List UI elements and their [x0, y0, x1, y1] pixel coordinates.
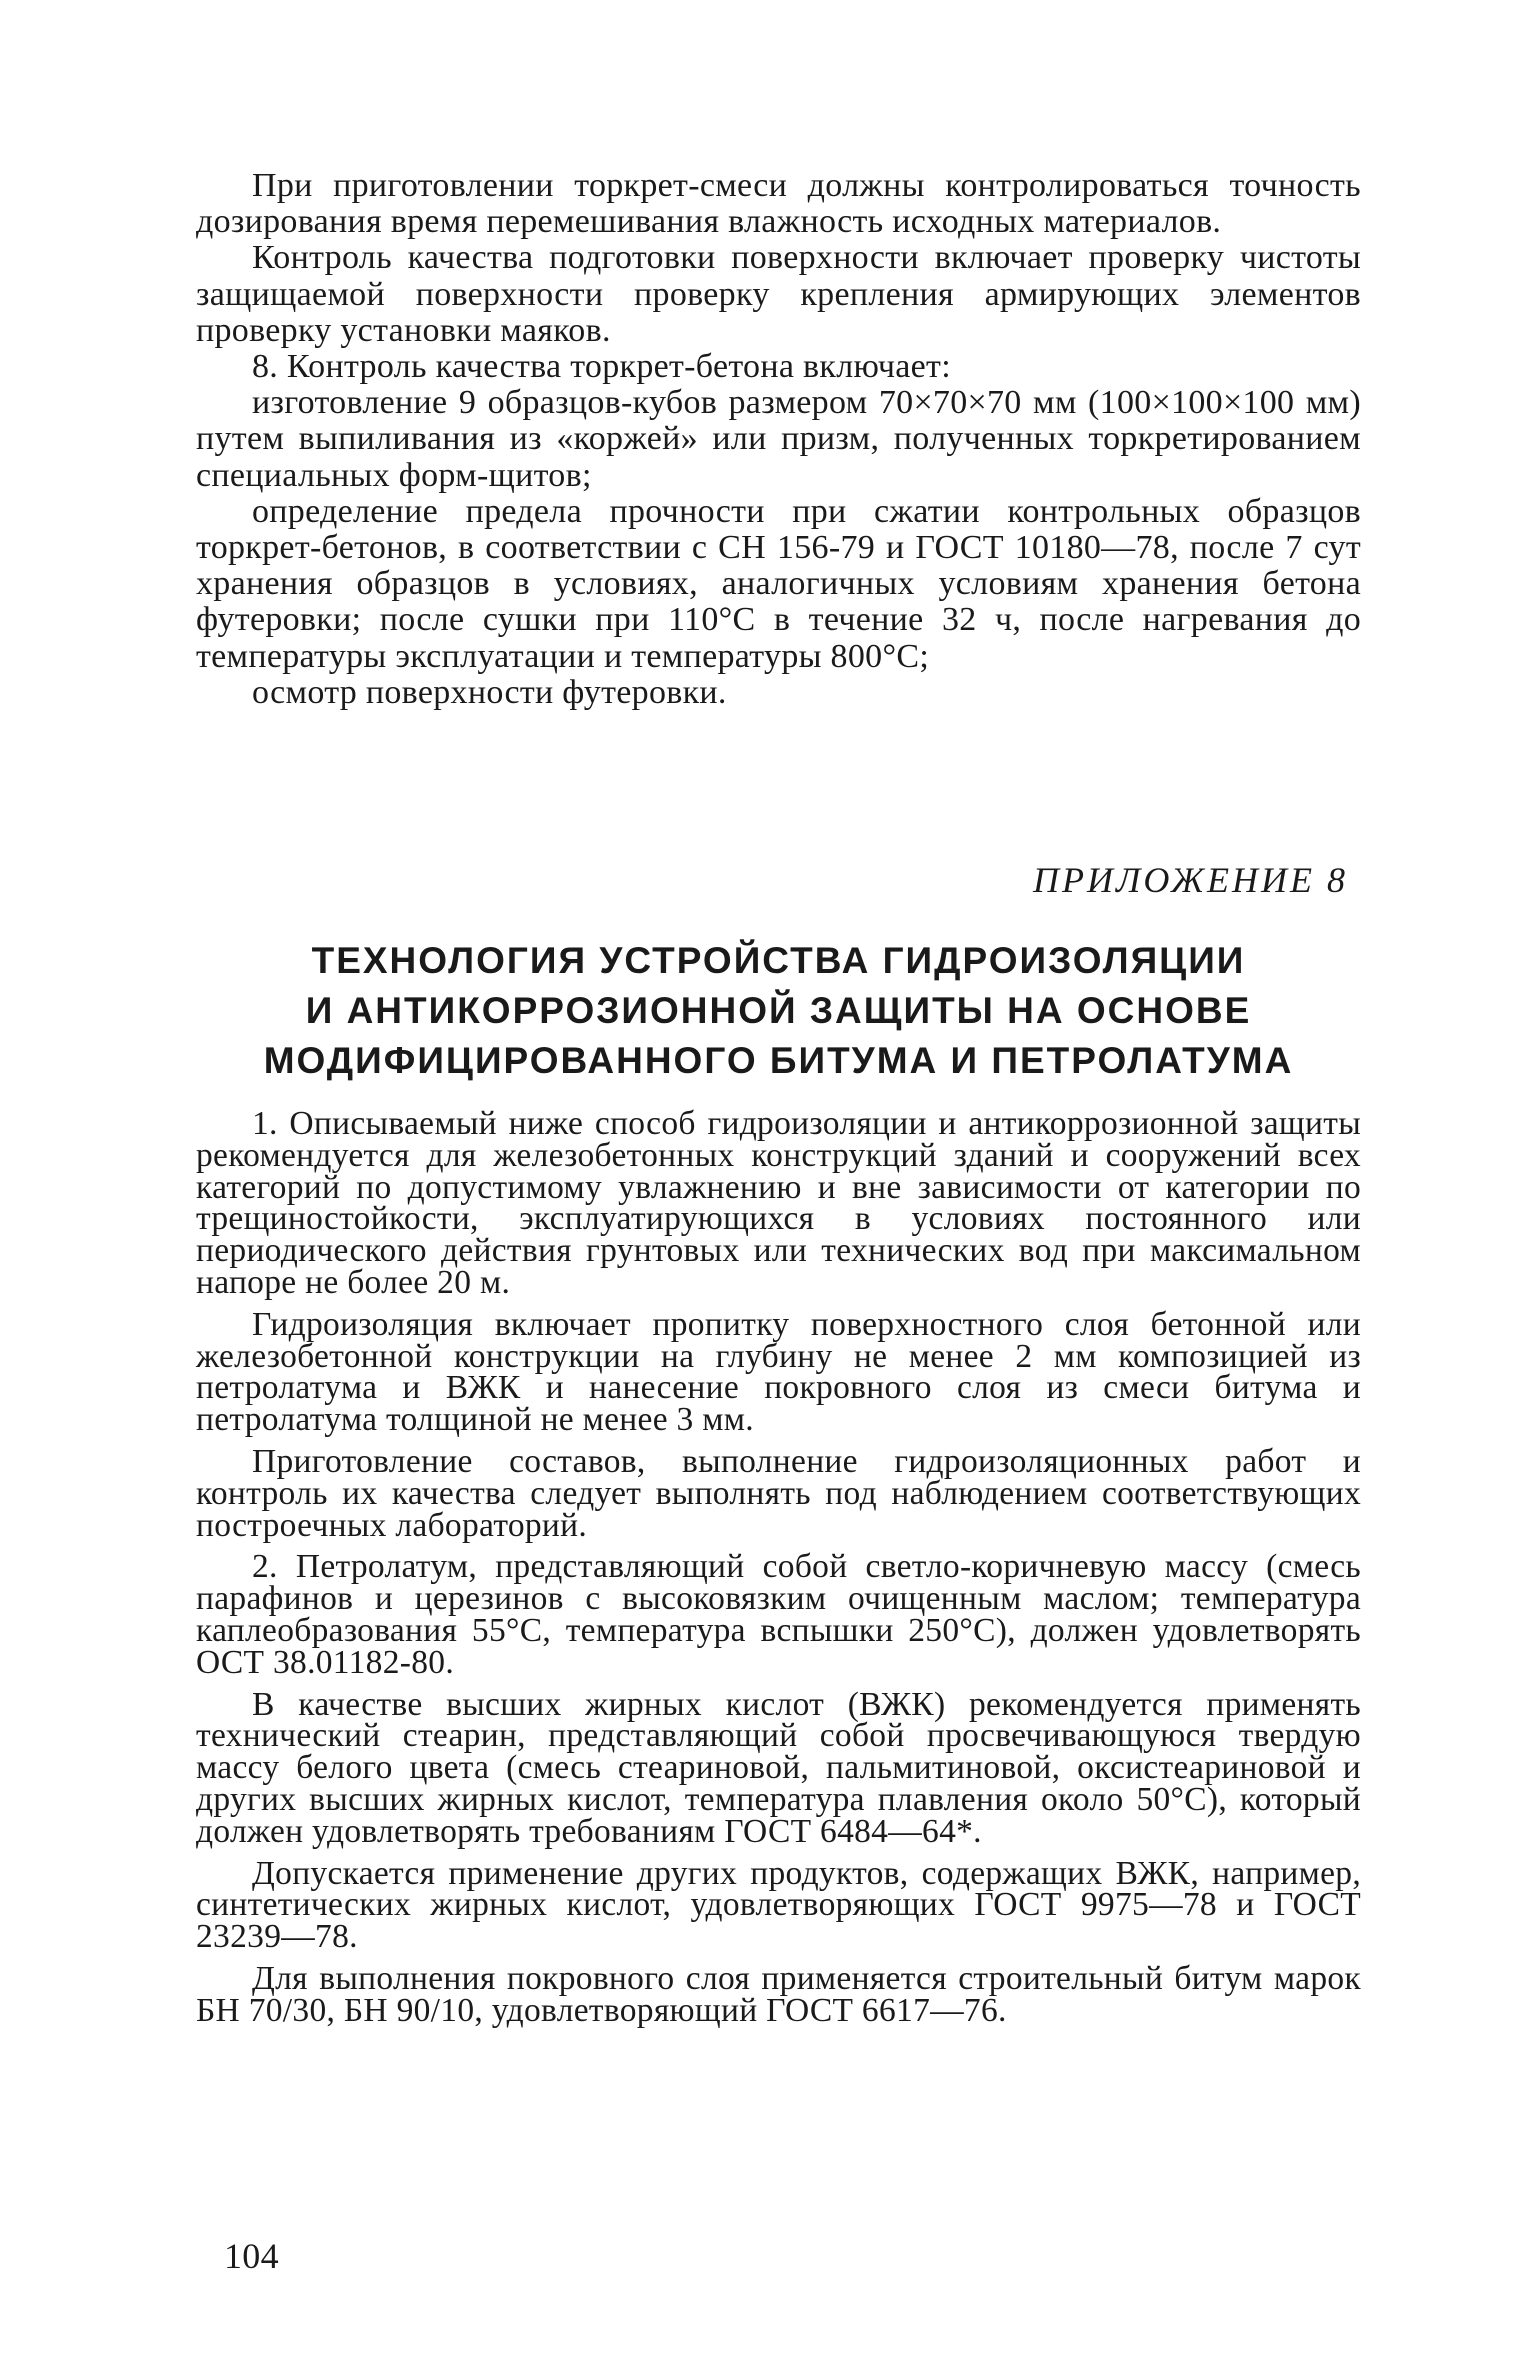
title-line: И АНТИКОРРОЗИОННОЙ ЗАЩИТЫ НА ОСНОВЕ	[305, 990, 1252, 1031]
paragraph: При приготовлении торкрет-смеси должны контролироваться точность дозирования время перемешивания влажность исходных материалов.	[196, 167, 1361, 241]
paragraph: 2. Петролатум, представляющий собой светло-коричневую массу (смесь парафинов и церезинов с высоковязким очищенным маслом; температура каплеобразования 55°С, температура вспышки 250°С), должен удовлетворять ОСТ 38.01182-80.	[196, 1548, 1361, 1681]
top-section	[196, 168, 1361, 711]
paragraph: Контроль качества подготовки поверхности включает проверку чистоты защищаемой поверхности проверку крепления армирующих элементов проверку установки маяков.	[196, 239, 1361, 349]
paragraph: 1. Описываемый ниже способ гидроизоляции и антикоррозионной защиты рекомендуется для железобетонных конструкций зданий и сооружений всех категорий по допустимому увлажнению и вне зависимости от категории по трещиностойкости, эксплуатирующихся в условиях постоянного или периодического действия грунтовых или технических вод при максимальном напоре не более 20 м.	[196, 1105, 1361, 1301]
appendix-body	[196, 1105, 1361, 2029]
list-item: изготовление 9 образцов-кубов размером 70×70×70 мм (100×100×100 мм) путем выпиливания из «коржей» или призм, полученных торкретированием специальных форм-щитов;	[196, 384, 1361, 494]
list-item: осмотр поверхности футеровки.	[252, 673, 727, 711]
list-item: определение предела прочности при сжатии контрольных образцов торкрет-бетонов, в соответствии с СН 156-79 и ГОСТ 10180—78, после 7 сут хранения образцов в условиях, аналогичных условиям хранения бетона футеровки; после сушки при 110°С в течение 32 ч, после нагревания до температуры эксплуатации и температуры 800°С;	[196, 492, 1361, 675]
paragraph: Допускается применение других продуктов, содержащих ВЖК, например, синтетических жирных кислот, удовлетворяющих ГОСТ 9975—78 и ГОСТ 23239—78.	[196, 1854, 1361, 1956]
appendix-label: ПРИЛОЖЕНИЕ 8	[1033, 860, 1348, 900]
paragraph: Гидроизоляция включает пропитку поверхностного слоя бетонной или железобетонной конструкции на глубину не менее 2 мм композицией из петролатума и ВЖК и нанесение покровного слоя из смеси битума и петролатума толщиной не менее 3 мм.	[196, 1305, 1361, 1439]
section-title	[196, 936, 1361, 1086]
paragraph: В качестве высших жирных кислот (ВЖК) рекомендуется применять технический стеарин, представляющий собой просвечивающуюся твердую массу белого цвета (смесь стеариновой, пальмитиновой, оксистеариновой и других высших жирных кислот, температура плавления около 50°С), который должен удовлетворять требованиям ГОСТ 6484—64*.	[196, 1685, 1361, 1850]
paragraph: Для выполнения покровного слоя применяется строительный битум марок БН 70/30, БН 90/10, удовлетворяющий ГОСТ 6617—76.	[196, 1959, 1361, 2029]
paragraph: Приготовление составов, выполнение гидроизоляционных работ и контроль их качества следует выполнять под наблюдением соответствующих построечных лабораторий.	[196, 1442, 1361, 1544]
title-line: МОДИФИЦИРОВАННОГО БИТУМА И ПЕТРОЛАТУМА	[263, 1040, 1294, 1081]
page-number: 104	[224, 2236, 279, 2276]
paragraph: 8. Контроль качества торкрет-бетона включает:	[252, 348, 951, 386]
title-line: ТЕХНОЛОГИЯ УСТРОЙСТВА ГИДРОИЗОЛЯЦИИ	[311, 940, 1246, 981]
